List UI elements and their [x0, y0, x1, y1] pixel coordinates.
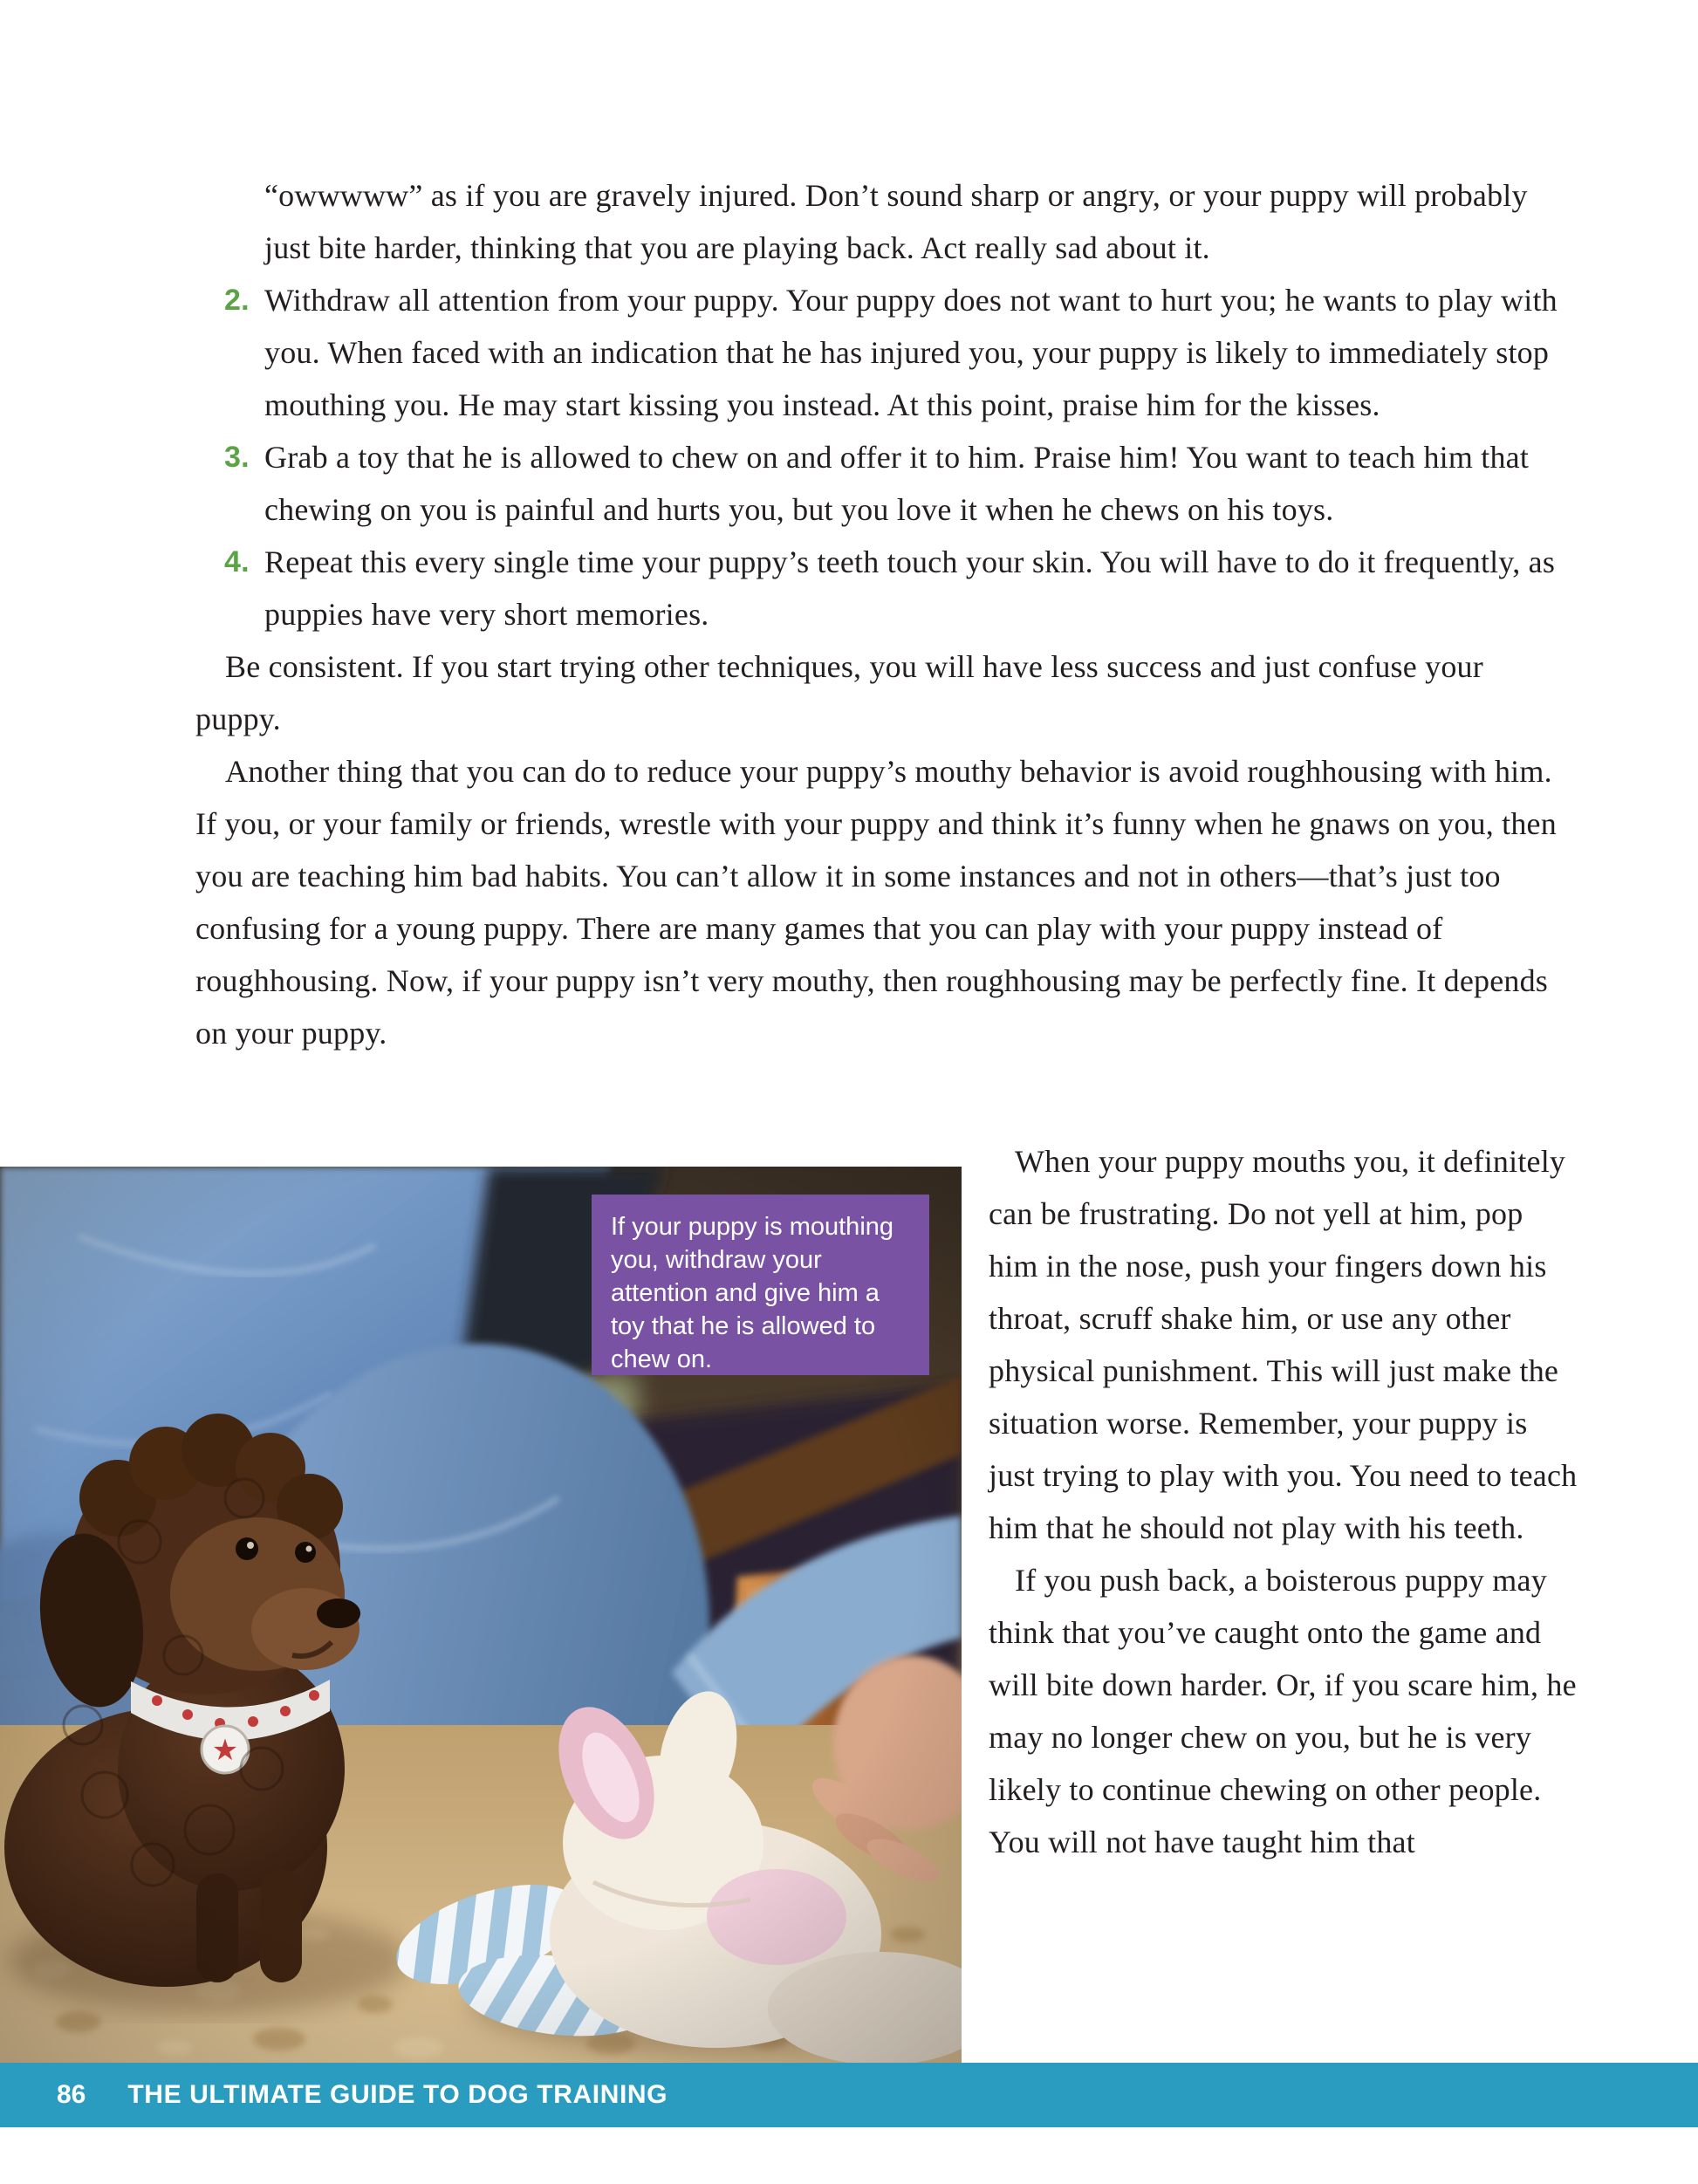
footer-bar: [0, 2063, 1698, 2127]
paragraph: Be consistent. If you start trying other techniques, you will have less success and just confuse your puppy.: [195, 649, 1483, 736]
page-number: 86: [57, 2080, 86, 2109]
continuation-paragraph: “owwwww” as if you are gravely injured. Don’t sound sharp or angry, or your puppy will probably just bite harder, thinking that you are playing back. Act really sad about it.: [264, 178, 1528, 265]
list-item-text: Withdraw all attention from your puppy. Your puppy does not want to hurt you; he wants to play with you. When faced with an indication that he has injured you, your puppy is likely to immediately stop mouthing you. He may start kissing you instead. At this point, praise him for the kisses.: [264, 283, 1558, 422]
photo-caption: If your puppy is mouthing you, withdraw your attention and give him a toy that he is allowed to chew on.: [592, 1195, 929, 1375]
right-column-paragraph: When your puppy mouths you, it definitely can be frustrating. Do not yell at him, pop him in the nose, push your fingers down his throat, scruff shake him, or use any other physical punishment. This will just make the situation worse. Remember, your puppy is just trying to play with you. You need to teach him that he should not play with his teeth.: [989, 1144, 1578, 1545]
list-item-number: 3.: [224, 441, 250, 474]
puppy-photo: [0, 1167, 962, 2063]
numbered-list: [224, 274, 1575, 640]
paragraph: Another thing that you can do to reduce your puppy’s mouthy behavior is avoid roughhousing with him. If you, or your family or friends, wrestle with your puppy and think it’s funny when he gnaws on you, then you are teaching him bad habits. You can’t allow it in some instances and not in others—that’s just too confusing for a young puppy. There are many games that you can play with your puppy instead of roughhousing. Now, if your puppy isn’t very mouthy, then roughhousing may be perfectly fine. It depends on your puppy.: [195, 754, 1557, 1051]
list-item-text: Grab a toy that he is allowed to chew on and offer it to him. Praise him! You want to teach him that chewing on you is painful and hurts you, but you love it when he chews on his toys.: [264, 440, 1530, 527]
book-title: THE ULTIMATE GUIDE TO DOG TRAINING: [127, 2080, 668, 2109]
right-column: [989, 1135, 1578, 1868]
list-item: [224, 274, 1575, 431]
list-item-number: 2.: [224, 284, 250, 317]
list-item: [224, 536, 1575, 640]
body-text-block: [195, 169, 1576, 1059]
right-column-paragraph: If you push back, a boisterous puppy may think that you’ve caught onto the game and will bite down harder. Or, if you scare him, he may no longer chew on you, but he is very likely to continue chewing on other people. You will not have taught him that: [989, 1563, 1577, 1859]
list-item-number: 4.: [224, 545, 250, 579]
list-item: [224, 431, 1575, 536]
list-item-text: Repeat this every single time your puppy’s teeth touch your skin. You will have to do it frequently, as puppies have very short memories.: [264, 544, 1556, 632]
